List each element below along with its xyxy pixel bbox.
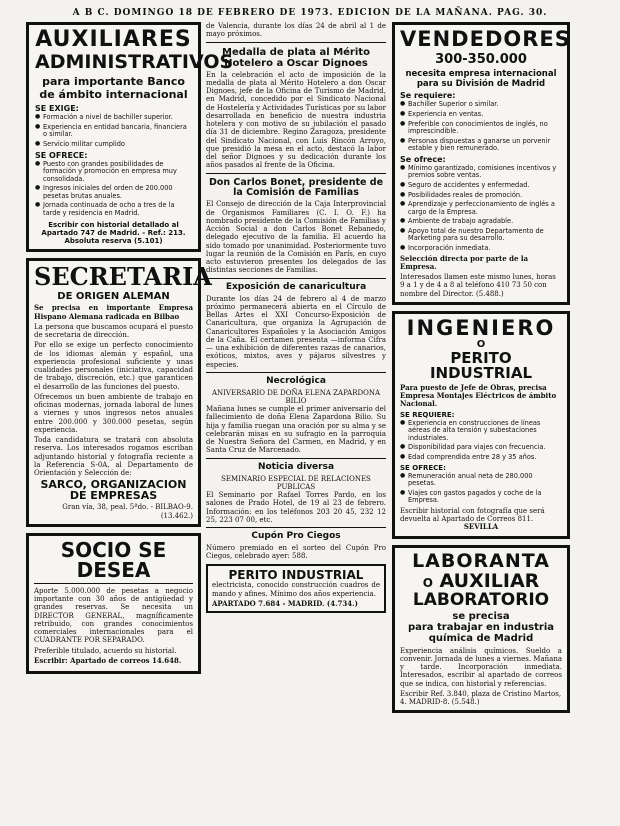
noticia-headline: Noticia diversa bbox=[257, 461, 335, 472]
ingeniero-city: SEVILLA bbox=[463, 522, 499, 532]
noticia-sub: SEMINARIO ESPECIAL DE RELACIONES PUBLICAS bbox=[221, 474, 371, 491]
vendedores-off-item: ● Seguro de accidentes y enfermedad. bbox=[408, 182, 562, 190]
page-header: A B C. DOMINGO 18 DE FEBRERO DE 1973. EDICION DE LA MAÑANA. PAG. 30. bbox=[72, 8, 548, 18]
ad-ingeniero bbox=[392, 311, 570, 539]
vendedores-req-item: ● Experiencia en ventas. bbox=[408, 111, 562, 119]
vendedores-req-item: ● Bachiller Superior o similar. bbox=[408, 101, 562, 109]
exposicion-body: Durante los días 24 de febrero al 4 de marzo próximo permanecerá abierta en el Círculo de Bellas Artes el XXI Concurso-Exposición de Canaricultura, que organiza la Agrupación de Canaricultores Españoles y la Asociación Amigos de la Caña. El certamen presenta —informa Cifra— una exhibición de diferentes razas de canarios, exóticos, mixtos, aves y pájaros silvestres y especies. bbox=[206, 294, 386, 369]
medalla-article bbox=[206, 71, 386, 170]
laboranta-article bbox=[400, 647, 562, 688]
ingeniero-title: INGENIERO bbox=[406, 315, 556, 340]
socio-contact: Escribir: Apartado de correos 14.648. bbox=[34, 655, 182, 665]
ingeniero-intro: Para puesto de Jefe de Obras, precisa Empresa Montajes Eléctricos de ámbito Nacional. bbox=[400, 382, 557, 409]
ad-perito bbox=[206, 564, 386, 613]
vendedores-off-item: ● Mínimo garantizado, comisiones incentivos y premios sobre ventas. bbox=[408, 165, 562, 180]
vendedores-intro: necesita empresa internacional para su División de Madrid bbox=[405, 69, 557, 90]
medalla-body: En la celebración el acto de imposición de la medalla de plata al Mérito Hotelero a don Oscar Dignoes, jefe de la Oficina de Turismo de Madrid, en Madrid, concedido por el Sindicato Nacional de Hostelería y Actividades Turísticas por su labor desarrollada en beneficio de nuestra industria hotelera y con motivo de su jubilación el pasado día 31 de diciembre. Regino Zaragoza, presidente del Sindicato Nacional, con Luis Rincón Arroyo, que presidió la mesa en el acto, destacó la labor del señor Dignoes y su dedicación durante los años pasados al frente de la Oficina. bbox=[206, 70, 386, 170]
vendedores-off-item: ● Incorporación inmediata. bbox=[408, 245, 562, 253]
necrologica-headline: Necrológica bbox=[266, 375, 326, 386]
exige-item: ● Servicio militar cumplido bbox=[43, 141, 192, 149]
secretaria-paragraph: Por ello se exige un perfecto conocimiento de los idiomas alemán y español, una experiencia profesional suficiente y unas cualidades personales (iniciativa, capacidad de trabajo, discreción, etc.) que garanticen el desarrollo de las funciones del puesto. bbox=[34, 341, 193, 391]
administrativos-title: ADMINISTRATIVOS bbox=[35, 51, 234, 73]
laboranta-title: LABORANTA bbox=[412, 549, 550, 572]
sarco-address: Gran vía, 38, peal. 5ªdo. - BILBAO-9. (13.462.) bbox=[62, 503, 193, 520]
laboranta-contact: Escribir Ref. 3.840, plaza de Cristino Martos, 4. MADRID-8. (5.548.) bbox=[400, 689, 562, 707]
ofrece-label: SE OFRECE: bbox=[35, 150, 88, 160]
vendedores-req-item: ● Personas dispuestas a ganarse un porvenir estable y bien remunerado. bbox=[408, 138, 562, 153]
necrologica-article bbox=[206, 405, 386, 455]
ingeniero-req-item: ● Edad comprendida entre 28 y 35 años. bbox=[408, 454, 562, 462]
vendedores-off-item: ● Ambiente de trabajo agradable. bbox=[408, 218, 562, 226]
secretaria-title: SECRETARIA bbox=[34, 262, 212, 292]
ofrece-item: ● Puesto con grandes posibilidades de formación y promoción en empresa muy consolidada. bbox=[43, 161, 192, 184]
socio-paragraph: Preferible titulado, acuerdo su historial. bbox=[34, 646, 177, 655]
laboranta-body: Experiencia análisis químicos. Sueldo a convenir. Jornada de lunes a viernes. Mañana y tarde. Incorporación inmediata. Interesados, escribir al apartado de correos que se indica, con historial y referencias. bbox=[400, 646, 562, 688]
auxiliar-title bbox=[400, 569, 562, 592]
auxiliares-contact: Escribir con historial detallado al Apartado 747 de Madrid. - Ref.: 213. bbox=[41, 220, 186, 238]
perito-article bbox=[212, 581, 380, 598]
vendedores-salary: 300-350.000 bbox=[435, 52, 527, 67]
ingeniero-o: O bbox=[476, 338, 486, 350]
ofrece-item: ● Jornada continuada de ocho a tres de la tarde y residencia en Madrid. bbox=[43, 202, 192, 217]
secretaria-sub: DE ORIGEN ALEMAN bbox=[57, 291, 170, 303]
exige-label: SE EXIGE: bbox=[35, 104, 79, 114]
vendedores-req-label: Se requiere: bbox=[400, 91, 456, 101]
bonet-article bbox=[206, 200, 386, 274]
socio-title: SOCIO SE DESEA bbox=[60, 537, 167, 582]
ad-secretaria bbox=[26, 258, 212, 527]
ad-vendedores bbox=[392, 22, 570, 305]
secretaria-body bbox=[34, 304, 193, 477]
vendedores-selection: Selección directa por parte de la Empresa. bbox=[400, 253, 529, 271]
necrologica-body: Mañana lunes se cumple el primer aniversario del fallecimiento de doña Elena Zapardona Bilio. Su hija y familia ruegan una oración por su alma y se celebrarán misas en su sufragio en la parroquia de Nuestra Señora del Carmen, en Madrid, y en Santa Cruz de Marcenado. bbox=[206, 405, 386, 455]
laboratorio-title: LABORATORIO bbox=[412, 589, 550, 610]
secretaria-intro: Se precisa en importante Empresa Hispano Alemana radicada en Bilbao bbox=[34, 303, 193, 321]
ingeniero-off-item: ● Viajes con gastos pagados y coche de la Empresa. bbox=[408, 490, 562, 505]
column-left bbox=[26, 22, 234, 820]
vendedores-title: VENDEDORES bbox=[400, 27, 571, 51]
ad-auxiliares bbox=[26, 22, 234, 252]
exige-item: ● Formación a nivel de bachiller superior. bbox=[43, 114, 192, 122]
vendedores-req-item: ● Preferible con conocimientos de inglés, no imprescindible. bbox=[408, 121, 562, 136]
ingeniero-req-item: ● Disponibilidad para viajes con frecuencia. bbox=[408, 444, 562, 452]
ingeniero-off-label: SE OFRECE: bbox=[400, 463, 446, 472]
bonet-body: El Consejo de dirección de la Caja Interprovincial de Organismos Familiares (C. I. O. F.) ha nombrado presidente de la Comisión de Familias y Acción Social a don Carlos Bonet Rebanedo, delegado ejecutivo de la familia. El acuerdo ha sido tomado por unanimidad. Posteriormente tuvo lugar la reunión de la Comisión en París, en cuyo acto estuvieron presentes los delegados de las distintas secciones de Familias. bbox=[206, 200, 386, 275]
auxiliares-reserve: Absoluta reserva (5.101) bbox=[64, 237, 163, 246]
vendedores-contact: Interesados llamen este mismo lunes, horas 9 a 1 y de 4 a 8 al teléfono 410 73 50 con nombre del Director. (5.488.) bbox=[400, 273, 556, 298]
auxiliares-subtitle: para importante Banco de ámbito internacional bbox=[39, 75, 188, 101]
noticia-article bbox=[206, 491, 386, 524]
vendedores-off-label: Se ofrece: bbox=[400, 154, 446, 164]
socio-body bbox=[34, 587, 193, 665]
ofrece-item: ● Ingresos iniciales del orden de 200.000 pesetas brutas anuales. bbox=[43, 185, 192, 200]
auxiliares-title: AUXILIARES bbox=[35, 27, 192, 52]
medalla-headline: Medalla de plata al Mérito Hotelero a Oscar Dignoes bbox=[222, 46, 370, 69]
vendedores-off-item: ● Apoyo total de nuestro Departamento de Marketing para su desarrollo. bbox=[408, 228, 562, 243]
necrologica-sub: ANIVERSARIO DE DOÑA ELENA ZAPARDONA BILIO bbox=[211, 388, 381, 405]
column-right bbox=[392, 22, 570, 820]
top-continuation bbox=[206, 22, 386, 39]
perito-body: electricista, conocido construcción cuadros de mando y afines. Mínimo dos años experiencia. bbox=[212, 581, 380, 598]
sarco-name-2: DE EMPRESAS bbox=[69, 489, 158, 503]
exposicion-article bbox=[206, 295, 386, 369]
cupon-body: Número premiado en el sorteo del Cupón Pro Ciegos, celebrado ayer: 588. bbox=[206, 543, 386, 561]
laboranta-precisa: se precisa bbox=[452, 610, 510, 622]
perito-industrial-title: PERITO INDUSTRIAL bbox=[429, 348, 533, 382]
secretaria-paragraph: Ofrecemos un buen ambiente de trabajo en oficinas modernas, jornada laboral de lunes a viernes y unos ingresos netos anuales entre 200.000 y 300.000 pesetas, según experiencia. bbox=[34, 392, 193, 434]
sarco-name-1: SARCO, ORGANIZACION bbox=[40, 478, 187, 492]
perito-title: PERITO INDUSTRIAL bbox=[228, 568, 364, 583]
ad-laboranta bbox=[392, 545, 570, 714]
laboranta-sub: para trabajar en industria química de Madrid bbox=[407, 621, 555, 645]
exige-item: ● Experiencia en entidad bancaria, financiera o similar. bbox=[43, 124, 192, 139]
ingeniero-contact: Escribir historial con fotografía que será devuelta al Apartado de Correos 811. bbox=[400, 506, 545, 524]
noticia-body: El Seminario por Rafael Torres Pardo, en los salones de Prado Hotel, de 19 al 23 de febrero. Información: en los teléfonos 203 20 45, 232 12 25, 223 07 00, etc. bbox=[206, 491, 386, 524]
perito-contact: APARTADO 7.684 - MADRID. (4.734.) bbox=[212, 598, 358, 608]
socio-paragraph: Aporte 5.000.000 de pesetas a negocio importante con 30 años de antigüedad y grandes reservas. Se necesita un DIRECTOR GENERAL, magníficamente retribuido, con grandes conocimientos comerciales internacionales para el CUADRANTE POR SEPARADO. bbox=[34, 586, 193, 645]
cupon-article bbox=[206, 544, 386, 561]
continuation-text: de Valencia, durante los días 24 de abril al 1 de mayo próximos. bbox=[206, 22, 386, 39]
vendedores-off-item: ● Aprendizaje y perfeccionamiento de inglés a cargo de la Empresa. bbox=[408, 201, 562, 216]
ingeniero-req-label: SE REQUIERE: bbox=[400, 410, 455, 419]
cupon-headline: Cupón Pro Ciegos bbox=[251, 531, 341, 542]
ingeniero-off-item: ● Remuneración anual neta de 280.000 pesetas. bbox=[408, 473, 562, 488]
secretaria-paragraph: La persona que buscamos ocupará el puesto de secretaria de dirección. bbox=[34, 322, 193, 340]
secretaria-paragraph: Toda candidatura se tratará con absoluta reserva. Los interesados rogamos escriban adjuntando historial y fotografía reciente a la Referencia S-0A, al Departamento de Orientación y Selección de: bbox=[34, 436, 193, 478]
bonet-headline: Don Carlos Bonet, presidente de la Comisión de Familias bbox=[208, 176, 384, 198]
ad-socio bbox=[26, 533, 201, 674]
auxiliar-word: AUXILIAR bbox=[439, 569, 540, 592]
laboranta-o: O bbox=[422, 575, 433, 590]
vendedores-off-item: ● Posibilidades reales de promoción. bbox=[408, 192, 562, 200]
exposicion-headline: Exposición de canaricultura bbox=[225, 281, 367, 292]
ingeniero-req-item: ● Experiencia en construcciones de líneas aéreas de alta tensión y subestaciones industriales. bbox=[408, 420, 562, 443]
column-middle bbox=[206, 22, 386, 820]
